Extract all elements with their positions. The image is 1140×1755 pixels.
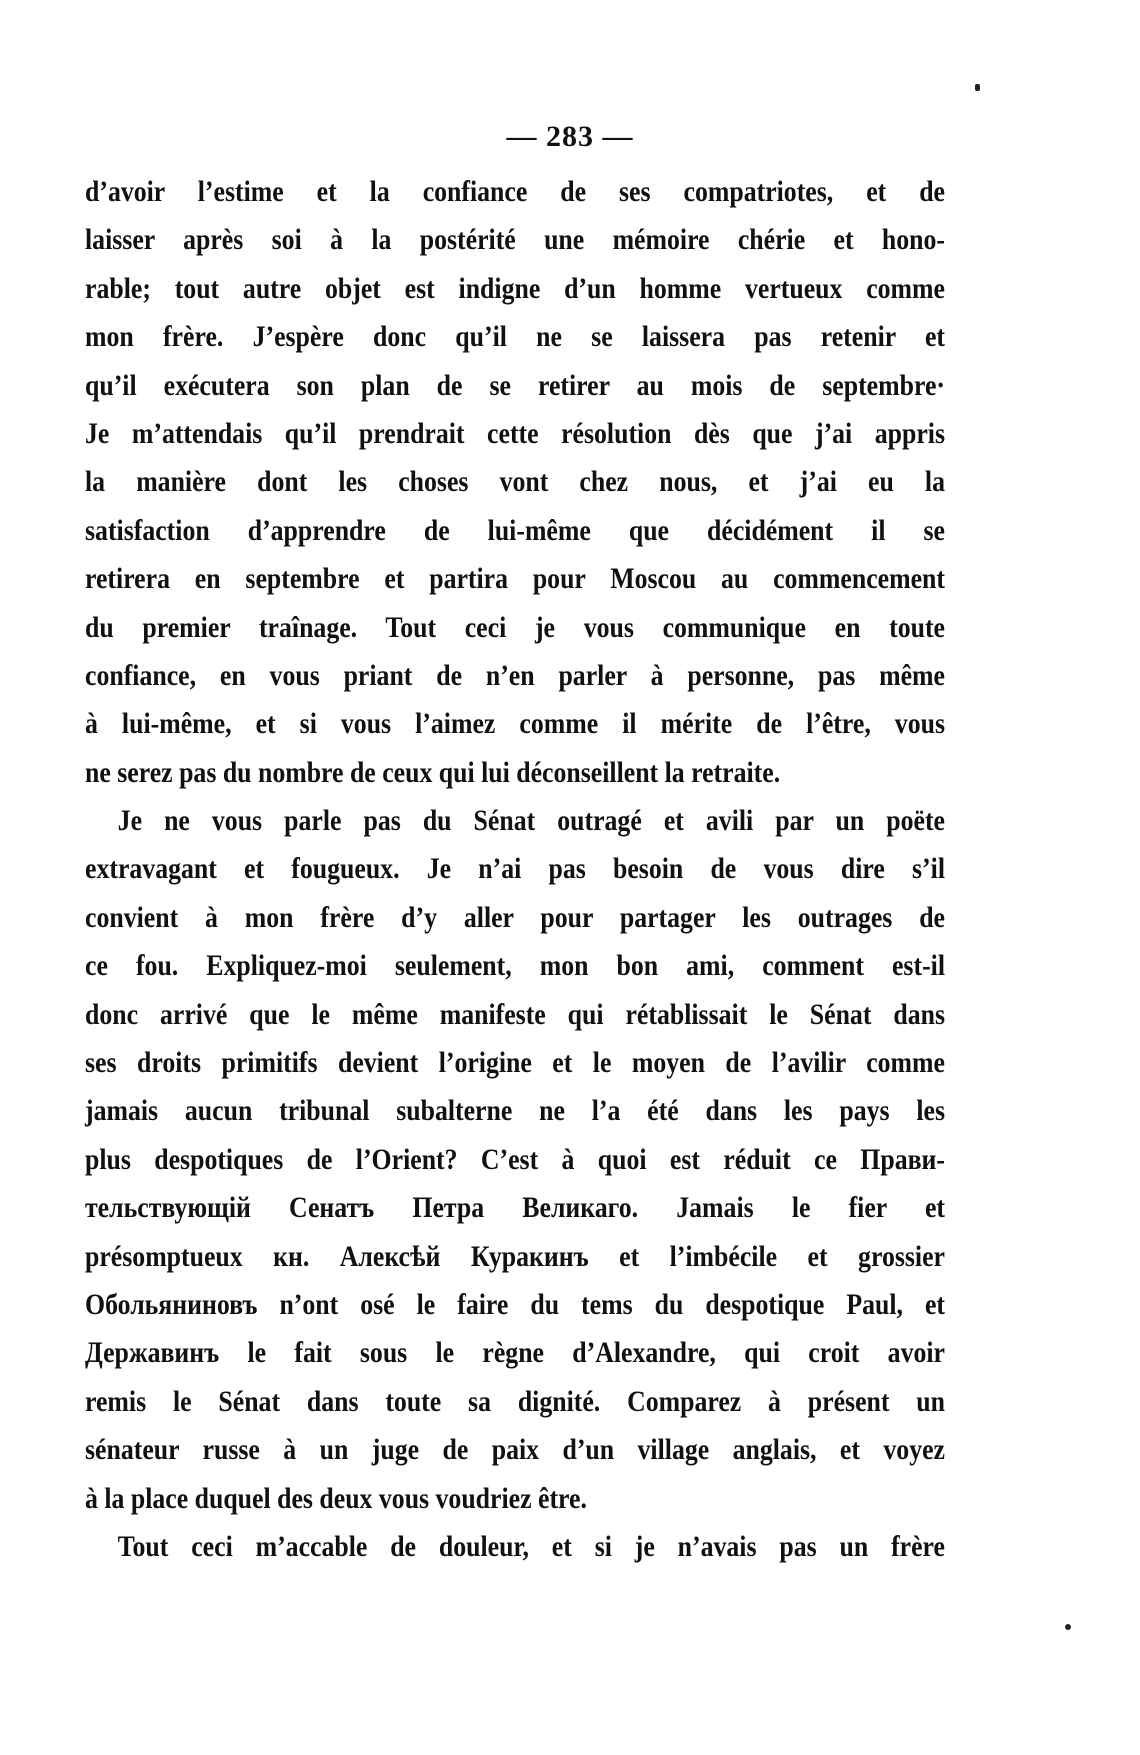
text-line: ses droits primitifs devient l’origine et le moyen de l’avilir comme	[85, 1046, 945, 1080]
text-line: plus despotiques de l’Orient? C’est à quoi est réduit ce Прави-	[85, 1142, 945, 1176]
top-speck	[975, 84, 980, 91]
text-line: rable; tout autre objet est indigne d’un homme vertueux comme	[85, 271, 945, 305]
text-line: qu’il exécutera son plan de se retirer au mois de septembre·	[85, 368, 945, 402]
text-line: Tout ceci m’accable de douleur, et si je n’avais pas un frère	[117, 1529, 946, 1563]
text-line: Je m’attendais qu’il prendrait cette résolution dès que j’ai appris	[85, 416, 945, 450]
text-line: la manière dont les choses vont chez nous, et j’ai eu la	[85, 465, 945, 499]
text-line: тельствующій Сенатъ Петра Великаго. Jamais le fier et	[85, 1191, 945, 1225]
text-line: satisfaction d’apprendre de lui-même que décidément il se	[85, 513, 945, 547]
text-line: laisser après soi à la postérité une mémoire chérie et hono-	[85, 223, 945, 257]
text-line: convient à mon frère d’y aller pour partager les outrages de	[85, 900, 945, 934]
text-line: à lui-même, et si vous l’aimez comme il mérite de l’être, vous	[85, 707, 945, 741]
text-line: Державинъ le fait sous le règne d’Alexandre, qui croit avoir	[85, 1336, 945, 1370]
text-line: à la place duquel des deux vous voudriez être.	[85, 1481, 587, 1515]
text-line: remis le Sénat dans toute sa dignité. Comparez à présent un	[85, 1384, 945, 1418]
page-number: — 283 —	[506, 120, 634, 153]
text-line: du premier traînage. Tout ceci je vous communique en toute	[85, 610, 945, 644]
text-line: donc arrivé que le même manifeste qui rétablissait le Sénat dans	[85, 997, 945, 1031]
text-line: Je ne vous parle pas du Sénat outragé et avili par un poëte	[117, 804, 946, 838]
text-line: d’avoir l’estime et la confiance de ses compatriotes, et de	[85, 175, 945, 208]
body-text	[85, 168, 945, 1571]
text-line: mon frère. J’espère donc qu’il ne se laissera pas retenir et	[85, 320, 945, 354]
text-line: présomptueux кн. Алексѣй Куракинъ et l’imbécile et grossier	[85, 1239, 945, 1273]
text-line: ne serez pas du nombre de ceux qui lui déconseillent la retraite.	[85, 755, 781, 789]
text-line: jamais aucun tribunal subalterne ne l’a été dans les pays les	[85, 1094, 945, 1128]
text-line: extravagant et fougueux. Je n’ai pas besoin de vous dire s’il	[85, 852, 945, 886]
text-line: retirera en septembre et partira pour Moscou au commencement	[85, 562, 945, 596]
bottom-speck	[1065, 1624, 1071, 1630]
text-line: confiance, en vous priant de n’en parler à personne, pas même	[85, 658, 945, 692]
text-line: ce fou. Expliquez-moi seulement, mon bon ami, comment est-il	[85, 949, 945, 983]
text-line: sénateur russe à un juge de paix d’un village anglais, et voyez	[85, 1433, 945, 1467]
text-line: Обольяниновъ n’ont osé le faire du tems du despotique Paul, et	[85, 1287, 945, 1321]
